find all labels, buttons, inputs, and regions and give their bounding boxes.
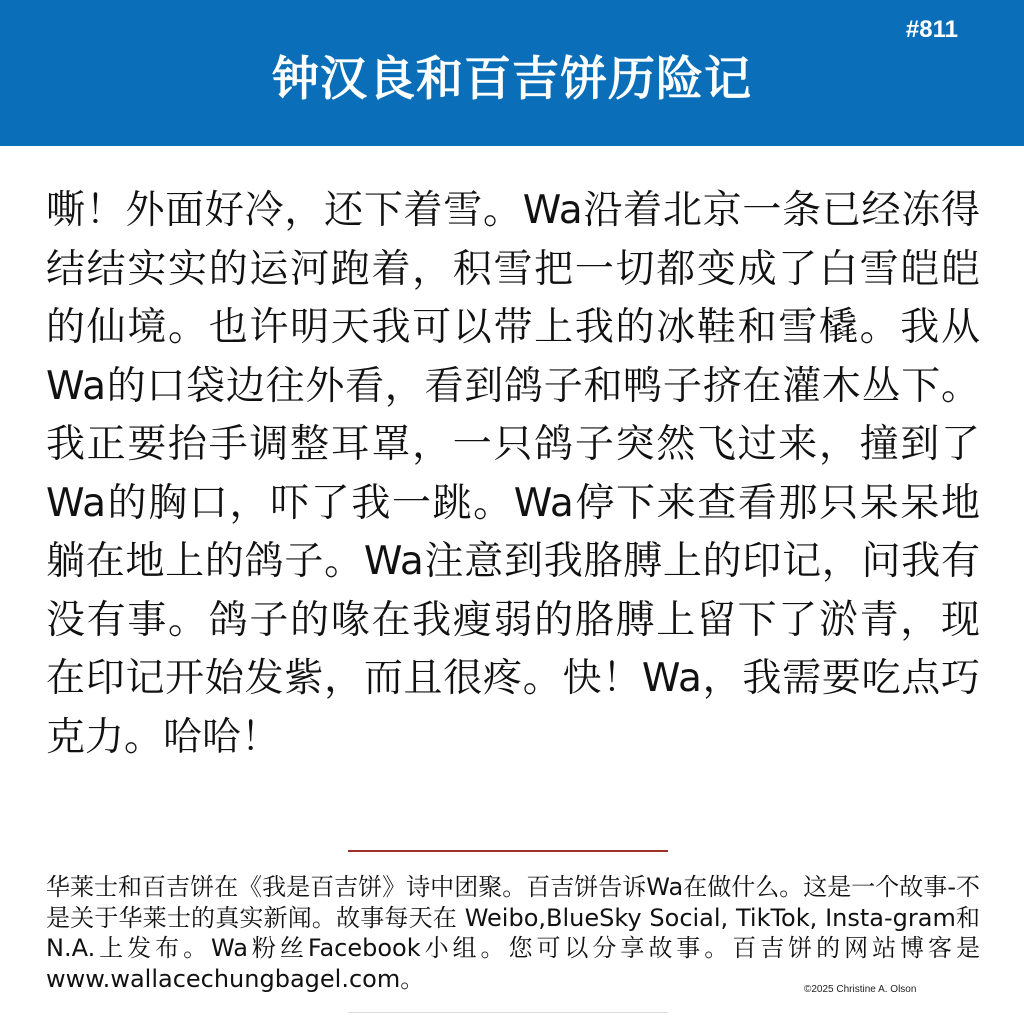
story-text: 嘶！外面好冷，还下着雪。Wa沿着北京一条已经冻得结结实实的运河跑着，积雪把一切都变成了白雪皑皑的仙境。也许明天我可以带上我的冰鞋和雪橇。我从Wa的口袋边往外看，看到鸽子和鸭子挤在灌木丛下。我正要抬手调整耳罩，一只鸽子突然飞过来，撞到了Wa的胸口，吓了我一跳。Wa停下来查看那只呆呆地躺在地上的鸽子。Wa注意到我胳膊上的印记，问我有没有事。鸽子的喙在我瘦弱的胳膊上留下了淤青，现在印记开始发紫，而且很疼。快！Wa，我需要吃点巧克力。哈哈！ xyxy=(46,188,980,760)
footer-note: 华莱士和百吉饼在《我是百吉饼》诗中团聚。百吉饼告诉Wa在做什么。这是一个故事-不是关于华莱士的真实新闻。故事每天在 Weibo,BlueSky Social, TikTok, Insta-gram和N.A.上发布。Wa粉丝Facebook小组。您可以分享故事。百吉饼的网站博客是www.wallacechungbagel.com。 xyxy=(46,873,980,993)
page-title: 钟汉良和百吉饼历险记 xyxy=(272,52,752,107)
divider-line xyxy=(348,850,668,852)
copyright-notice: ©2025 Christine A. Olson xyxy=(804,984,917,995)
header-banner xyxy=(0,0,1024,146)
episode-number: #811 xyxy=(905,16,958,43)
bottom-divider xyxy=(348,1012,668,1013)
